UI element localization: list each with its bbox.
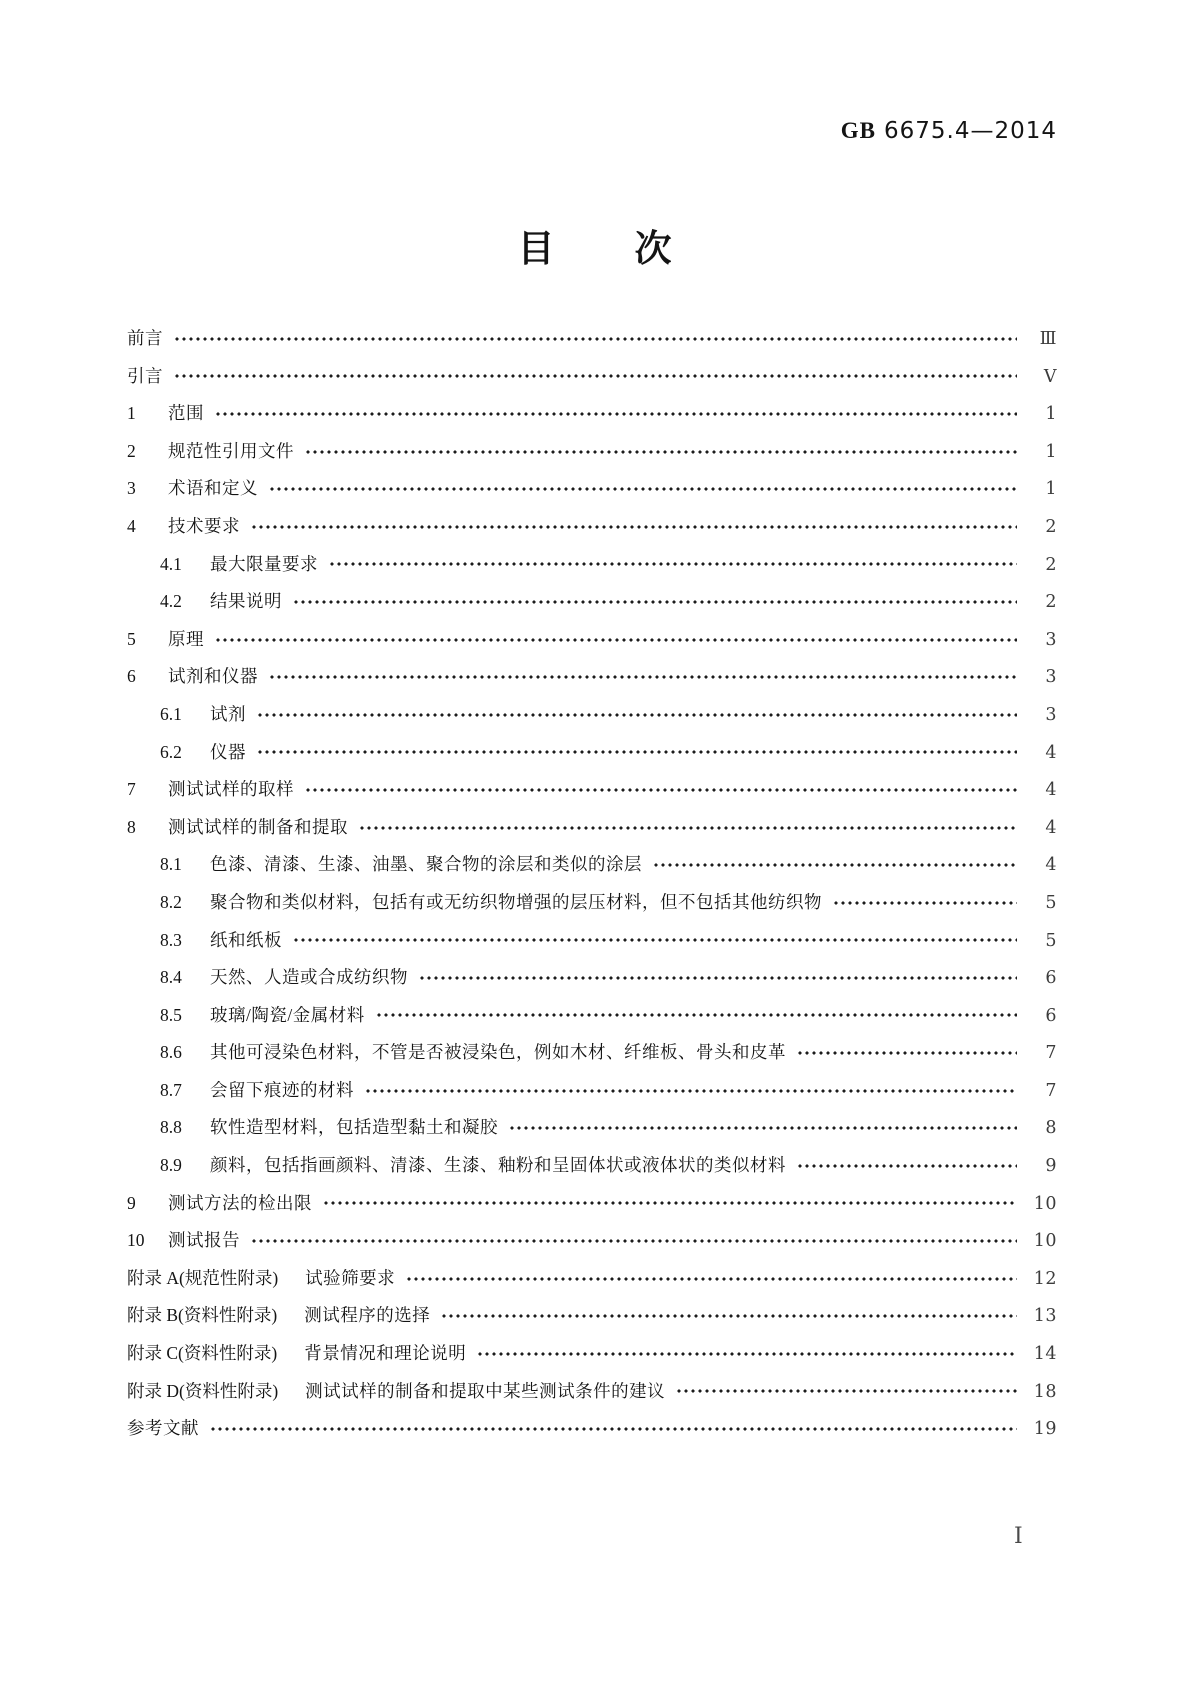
toc-entry-label: 结果说明 xyxy=(210,591,282,612)
dot-leader xyxy=(252,524,1017,530)
toc-entry xyxy=(127,1109,1057,1147)
toc-entry-number: 6.1 xyxy=(160,703,182,724)
toc-entry-number: 8.8 xyxy=(160,1117,182,1138)
dot-leader xyxy=(834,900,1017,906)
toc-entry-page: 4 xyxy=(1045,817,1057,838)
toc-entry xyxy=(127,1260,1057,1298)
toc-entry-label: 仪器 xyxy=(210,741,246,762)
toc-entry-label: 玻璃/陶瓷/金属材料 xyxy=(210,1004,365,1025)
toc-entry-label: 天然、人造或合成纺织物 xyxy=(210,967,408,988)
toc-entry-number: 8.7 xyxy=(160,1079,182,1100)
toc-entry-number: 8.1 xyxy=(160,854,182,875)
toc-entry-label: 试剂 xyxy=(210,703,246,724)
toc-entry xyxy=(127,771,1057,809)
dot-leader xyxy=(377,1012,1017,1018)
page-title: 目 次 xyxy=(517,227,674,270)
toc-entry xyxy=(127,884,1057,922)
dot-leader xyxy=(252,1238,1017,1244)
toc-entry-page: 12 xyxy=(1033,1268,1057,1289)
toc-entry xyxy=(127,1373,1057,1411)
toc-entry xyxy=(127,621,1057,659)
toc-entry xyxy=(127,1222,1057,1260)
toc-entry-page: 6 xyxy=(1045,1005,1057,1026)
dot-leader xyxy=(420,975,1017,981)
toc-entry-page: 2 xyxy=(1045,554,1057,575)
toc-entry xyxy=(127,470,1057,508)
toc-entry-prefix: 附录 D(资料性附录) xyxy=(127,1380,279,1401)
toc-entry-label: 原理 xyxy=(168,628,204,649)
toc-entry-prefix: 附录 A(规范性附录) xyxy=(127,1267,279,1288)
toc-entry-page: 7 xyxy=(1045,1043,1057,1064)
toc-entry-label: 术语和定义 xyxy=(168,478,258,499)
toc-entry-number: 4.2 xyxy=(160,591,182,612)
toc-entry-page: 2 xyxy=(1045,592,1057,613)
dot-leader xyxy=(175,336,1017,342)
toc-entry-label: 测试试样的制备和提取中某些测试条件的建议 xyxy=(305,1380,666,1401)
toc-entry xyxy=(127,696,1057,734)
dot-leader xyxy=(798,1163,1017,1169)
toc-entry-number: 8.3 xyxy=(160,929,182,950)
dot-leader xyxy=(654,862,1017,868)
toc-entry-page: 19 xyxy=(1033,1419,1057,1440)
toc-entry xyxy=(127,959,1057,997)
toc-entry xyxy=(127,809,1057,847)
toc-entry-number: 8.5 xyxy=(160,1004,182,1025)
toc-entry-label: 色漆、清漆、生漆、油墨、聚合物的涂层和类似的涂层 xyxy=(210,854,642,875)
toc-entry-page: 18 xyxy=(1033,1381,1057,1402)
toc-entry-page: 6 xyxy=(1045,968,1057,989)
footer-page-number: I xyxy=(1014,1524,1023,1549)
toc-entry-page: 3 xyxy=(1045,629,1057,650)
toc-entry-page: 1 xyxy=(1045,441,1057,462)
dot-leader xyxy=(175,373,1017,379)
toc-entry xyxy=(127,1185,1057,1223)
toc-entry-number: 6 xyxy=(127,666,136,687)
toc-entry xyxy=(127,734,1057,772)
toc-entry-label: 技术要求 xyxy=(168,515,240,536)
toc-entry-label: 软性造型材料，包括造型黏土和凝胶 xyxy=(210,1117,498,1138)
toc-entry-page: 4 xyxy=(1045,855,1057,876)
toc-entry-page: 3 xyxy=(1045,704,1057,725)
toc-entry-page: 14 xyxy=(1033,1344,1057,1365)
toc-entry-page: Ⅲ xyxy=(1039,329,1057,349)
dot-leader xyxy=(306,787,1017,793)
toc-entry xyxy=(127,546,1057,584)
toc-entry-number: 2 xyxy=(127,440,136,461)
toc-entry xyxy=(127,508,1057,546)
dot-leader xyxy=(216,411,1017,417)
toc-entry-prefix: 附录 C(资料性附录) xyxy=(127,1343,278,1364)
toc-entry xyxy=(127,583,1057,621)
dot-leader xyxy=(407,1276,1017,1282)
toc-entry-label: 试验筛要求 xyxy=(305,1267,396,1288)
toc-entry-page: 13 xyxy=(1033,1306,1057,1327)
toc-entry-number: 3 xyxy=(127,478,136,499)
toc-entry-page: 8 xyxy=(1045,1118,1057,1139)
dot-leader xyxy=(366,1088,1017,1094)
toc-entry-number: 5 xyxy=(127,628,136,649)
toc-entry-number: 8.2 xyxy=(160,891,182,912)
toc-entry-page: 2 xyxy=(1045,516,1057,537)
standard-code-prefix: GB xyxy=(840,118,876,143)
toc-entry-label: 参考文献 xyxy=(127,1418,199,1439)
dot-leader xyxy=(677,1388,1017,1394)
toc-entry-number: 4 xyxy=(127,515,136,536)
table-of-contents xyxy=(127,320,1057,1448)
toc-entry-prefix: 附录 B(资料性附录) xyxy=(127,1305,278,1326)
toc-entry-label: 测试试样的取样 xyxy=(168,779,294,800)
toc-entry xyxy=(127,358,1057,396)
toc-entry-page: 1 xyxy=(1045,479,1057,500)
toc-entry-label: 颜料，包括指画颜料、清漆、生漆、釉粉和呈固体状或液体状的类似材料 xyxy=(210,1155,786,1176)
dot-leader xyxy=(510,1125,1017,1131)
toc-entry-number: 7 xyxy=(127,779,136,800)
dot-leader xyxy=(324,1200,1017,1206)
toc-entry-page: 9 xyxy=(1045,1156,1057,1177)
toc-entry-label: 会留下痕迹的材料 xyxy=(210,1079,354,1100)
dot-leader xyxy=(294,937,1017,943)
dot-leader xyxy=(330,561,1017,567)
toc-entry-label: 聚合物和类似材料，包括有或无纺织物增强的层压材料，但不包括其他纺织物 xyxy=(210,891,822,912)
toc-entry-label: 最大限量要求 xyxy=(210,553,318,574)
dot-leader xyxy=(294,599,1017,605)
toc-entry-page: 7 xyxy=(1045,1080,1057,1101)
toc-entry-label: 测试报告 xyxy=(168,1230,240,1251)
toc-entry-label: 引言 xyxy=(127,365,163,386)
toc-entry-label: 规范性引用文件 xyxy=(168,440,294,461)
toc-entry-label: 测试试样的制备和提取 xyxy=(168,816,348,837)
dot-leader xyxy=(270,674,1017,680)
toc-entry-label: 纸和纸板 xyxy=(210,929,282,950)
dot-leader xyxy=(306,449,1017,455)
toc-entry-number: 8.4 xyxy=(160,967,182,988)
toc-entry-number: 8.9 xyxy=(160,1155,182,1176)
toc-entry xyxy=(127,1335,1057,1373)
toc-entry-page: 5 xyxy=(1045,892,1057,913)
toc-entry xyxy=(127,320,1057,358)
toc-entry-page: 3 xyxy=(1045,667,1057,688)
toc-entry xyxy=(127,922,1057,960)
toc-entry-page: 1 xyxy=(1045,404,1057,425)
toc-entry xyxy=(127,1410,1057,1448)
toc-entry-label: 其他可浸染色材料，不管是否被浸染色，例如木材、纤维板、骨头和皮革 xyxy=(210,1042,786,1063)
toc-entry xyxy=(127,1072,1057,1110)
toc-entry-label: 背景情况和理论说明 xyxy=(304,1343,467,1364)
toc-entry-page: 5 xyxy=(1045,930,1057,951)
toc-entry xyxy=(127,395,1057,433)
toc-entry-label: 测试方法的检出限 xyxy=(168,1192,312,1213)
toc-entry xyxy=(127,1147,1057,1185)
toc-entry-page: 4 xyxy=(1045,780,1057,801)
toc-entry-page: 10 xyxy=(1033,1231,1057,1252)
toc-entry xyxy=(127,1297,1057,1335)
toc-entry-label: 测试程序的选择 xyxy=(304,1305,431,1326)
toc-entry-number: 9 xyxy=(127,1192,136,1213)
toc-entry-page: Ⅴ xyxy=(1043,366,1057,387)
standard-code xyxy=(841,118,1057,144)
dot-leader xyxy=(270,486,1017,492)
dot-leader xyxy=(258,749,1017,755)
toc-entry-label: 范围 xyxy=(168,403,204,424)
dot-leader xyxy=(798,1050,1017,1056)
toc-entry xyxy=(127,997,1057,1035)
toc-entry xyxy=(127,846,1057,884)
toc-entry xyxy=(127,1034,1057,1072)
dot-leader xyxy=(442,1313,1017,1319)
toc-entry-number: 10 xyxy=(127,1230,145,1251)
toc-entry-page: 10 xyxy=(1033,1193,1057,1214)
dot-leader xyxy=(211,1426,1017,1432)
toc-entry-number: 1 xyxy=(127,403,136,424)
dot-leader xyxy=(360,825,1017,831)
toc-entry xyxy=(127,658,1057,696)
standard-code-number: 6675.4—2014 xyxy=(883,118,1057,144)
toc-entry-label: 前言 xyxy=(127,328,163,348)
toc-entry-label: 试剂和仪器 xyxy=(168,666,258,687)
toc-entry-number: 6.2 xyxy=(160,741,182,762)
dot-leader xyxy=(216,637,1017,643)
toc-entry-number: 8 xyxy=(127,816,136,837)
toc-entry-number: 8.6 xyxy=(160,1042,182,1063)
toc-entry-page: 4 xyxy=(1045,742,1057,763)
toc-entry xyxy=(127,433,1057,471)
dot-leader xyxy=(478,1351,1017,1357)
dot-leader xyxy=(258,712,1017,718)
toc-entry-number: 4.1 xyxy=(160,553,182,574)
